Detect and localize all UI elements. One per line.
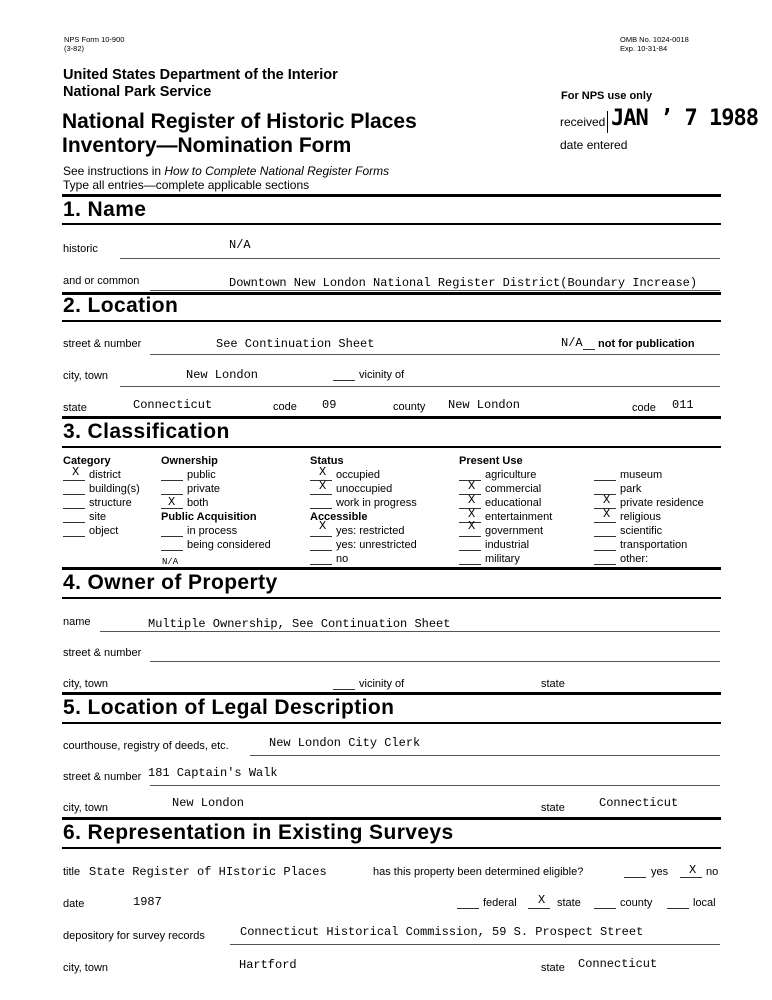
checkbox-blank <box>161 536 183 537</box>
legal-state-value: Connecticut <box>599 796 679 810</box>
historic-label: historic <box>63 243 98 255</box>
survey-title-value: State Register of HIstoric Places <box>89 865 327 879</box>
accessible-heading: Accessible <box>310 511 368 523</box>
use-item: park <box>620 483 642 495</box>
field-line <box>150 661 720 662</box>
checkbox-blank <box>310 508 332 509</box>
survey-city-label: city, town <box>63 962 109 974</box>
checkbox-blank <box>310 494 332 495</box>
status-item: work in progress <box>336 497 417 509</box>
use-item: entertainment <box>485 511 553 523</box>
field-blank <box>583 349 595 350</box>
nps-use-label: For NPS use only <box>561 90 653 102</box>
checkbox-blank <box>459 550 481 551</box>
field-line <box>150 290 720 291</box>
state-label: state <box>63 402 87 414</box>
field-blank <box>528 908 550 909</box>
street-label: street & number <box>63 338 142 350</box>
section-rule <box>62 416 721 419</box>
field-blank <box>333 689 355 690</box>
field-blank <box>680 877 702 878</box>
depository-label: depository for survey records <box>63 930 205 942</box>
acquisition-value: N/A <box>162 557 179 567</box>
city-label: city, town <box>63 370 109 382</box>
field-line <box>150 354 720 355</box>
form-revision: (3-82) <box>64 44 85 53</box>
county-code-label: code <box>632 402 656 414</box>
received-stamp: JAN ’ 7 1988 <box>611 106 758 131</box>
omb-number: OMB No. 1024-0018 <box>620 35 689 44</box>
county-survey-label: county <box>620 897 653 909</box>
use-item: religious <box>620 511 661 523</box>
legal-city-label: city, town <box>63 802 109 814</box>
checkbox-blank <box>63 480 85 481</box>
acquisition-item: in process <box>187 525 238 537</box>
checkbox-blank <box>594 536 616 537</box>
acquisition-item: being considered <box>187 539 271 551</box>
eligible-no-label: no <box>706 866 719 878</box>
section-rule <box>62 597 721 599</box>
section-rule <box>62 692 721 695</box>
city-value: New London <box>186 368 259 382</box>
vicinity-label: vicinity of <box>359 369 405 381</box>
status-unoccupied-mark: X <box>319 479 327 493</box>
form-title-line2: Inventory—Nomination Form <box>62 134 352 157</box>
code-label: code <box>273 401 297 413</box>
eligible-label: has this property been determined eligible? <box>373 866 584 878</box>
section-rule <box>62 194 721 197</box>
section-4-heading: 4. Owner of Property <box>63 571 278 594</box>
depository-value: Connecticut Historical Commission, 59 S. Prospect Street <box>240 925 644 939</box>
county-value: New London <box>448 398 521 412</box>
checkbox-blank <box>63 522 85 523</box>
ownership-heading: Ownership <box>161 455 218 467</box>
section-1-heading: 1. Name <box>63 198 147 221</box>
checkbox-blank <box>310 550 332 551</box>
section-3-heading: 3. Classification <box>63 420 230 443</box>
survey-city-value: Hartford <box>239 958 297 972</box>
form-title-line1: National Register of Historic Places <box>62 110 417 133</box>
checkbox-blank <box>63 536 85 537</box>
ownership-item: both <box>187 497 209 509</box>
use-educational-mark: X <box>468 493 476 507</box>
use-item: scientific <box>620 525 663 537</box>
section-6-heading: 6. Representation in Existing Surveys <box>63 821 454 844</box>
use-item: museum <box>620 469 663 481</box>
not-for-publication-label: not for publication <box>598 338 695 350</box>
checkbox-blank <box>594 480 616 481</box>
checkbox-blank <box>310 536 332 537</box>
present-use-heading: Present Use <box>459 455 523 467</box>
checkbox-blank <box>459 564 481 565</box>
legal-street-label: street & number <box>63 771 142 783</box>
eligible-yes-label: yes <box>651 866 669 878</box>
checkbox-blank <box>63 508 85 509</box>
category-item: site <box>89 511 107 523</box>
use-entertainment-mark: X <box>468 507 476 521</box>
historic-value: N/A <box>229 238 251 252</box>
courthouse-label: courthouse, registry of deeds, etc. <box>63 740 229 752</box>
owner-street-label: street & number <box>63 647 142 659</box>
status-occupied-mark: X <box>319 465 327 479</box>
field-blank <box>457 908 479 909</box>
common-name-label: and or common <box>63 275 140 287</box>
field-blank <box>667 908 689 909</box>
use-item: government <box>485 525 544 537</box>
form-number: NPS Form 10-900 <box>64 35 125 44</box>
field-line <box>120 386 720 387</box>
category-heading: Category <box>63 455 111 467</box>
owner-name-value: Multiple Ownership, See Continuation Sheet <box>148 617 451 631</box>
category-item: structure <box>89 497 132 509</box>
section-rule <box>62 847 721 849</box>
accessible-restricted-mark: X <box>319 519 327 533</box>
accessible-item: yes: restricted <box>336 525 405 537</box>
checkbox-blank <box>594 550 616 551</box>
not-for-publication-value: N/A <box>561 336 583 350</box>
federal-label: federal <box>483 897 517 909</box>
owner-state-label: state <box>541 678 565 690</box>
use-religious-mark: X <box>603 507 611 521</box>
category-item: district <box>89 469 121 481</box>
checkbox-blank <box>63 494 85 495</box>
accessible-item: yes: unrestricted <box>336 539 417 551</box>
state-survey-mark: X <box>538 893 546 907</box>
status-heading: Status <box>310 455 344 467</box>
legal-street-value: 181 Captain's Walk <box>148 766 278 780</box>
section-rule <box>62 817 721 820</box>
instructions-line1: See instructions in How to Complete National Register Forms <box>63 164 390 178</box>
section-rule <box>62 223 721 225</box>
accessible-item: no <box>336 553 349 565</box>
survey-title-label: title <box>63 866 81 878</box>
street-value: See Continuation Sheet <box>216 337 375 351</box>
service-name: National Park Service <box>63 84 212 100</box>
courthouse-value: New London City Clerk <box>269 736 421 750</box>
field-line <box>250 755 720 756</box>
use-item: other: <box>620 553 649 565</box>
field-line <box>120 258 720 259</box>
use-private-residence-mark: X <box>603 493 611 507</box>
field-line <box>150 785 720 786</box>
eligible-no-mark: X <box>689 863 697 877</box>
status-item: occupied <box>336 469 381 481</box>
stamp-bar <box>607 111 608 133</box>
use-item: agriculture <box>485 469 537 481</box>
category-item: building(s) <box>89 483 140 495</box>
survey-date-label: date <box>63 898 85 910</box>
use-commercial-mark: X <box>468 479 476 493</box>
county-code-value: 011 <box>672 398 694 412</box>
field-blank <box>594 908 616 909</box>
category-item: object <box>89 525 119 537</box>
section-5-heading: 5. Location of Legal Description <box>63 696 395 719</box>
state-value: Connecticut <box>133 398 213 412</box>
common-name-value: Downtown New London National Register District(Boundary Increase) <box>229 276 698 290</box>
use-item: private residence <box>620 497 704 509</box>
received-label: received <box>560 115 606 129</box>
status-item: unoccupied <box>336 483 393 495</box>
use-item: military <box>485 553 520 565</box>
ownership-both-mark: X <box>168 495 176 509</box>
section-rule <box>62 722 721 724</box>
county-label: county <box>393 401 426 413</box>
field-line <box>100 631 720 632</box>
use-government-mark: X <box>468 519 476 533</box>
use-item: transportation <box>620 539 688 551</box>
expiration-date: Exp. 10-31-84 <box>620 44 668 53</box>
owner-vicinity-label: vicinity of <box>359 678 405 690</box>
public-acquisition-heading: Public Acquisition <box>161 511 257 523</box>
checkbox-blank <box>161 550 183 551</box>
legal-state-label: state <box>541 802 565 814</box>
field-blank <box>624 877 646 878</box>
instructions-line2: Type all entries—complete applicable sections <box>63 178 310 192</box>
legal-city-value: New London <box>172 796 245 810</box>
checkbox-blank <box>310 564 332 565</box>
state-survey-label: state <box>557 897 581 909</box>
field-blank <box>333 380 355 381</box>
checkbox-blank <box>161 480 183 481</box>
survey-state-label: state <box>541 962 565 974</box>
category-district-mark: X <box>72 465 80 479</box>
section-2-heading: 2. Location <box>63 294 179 317</box>
field-line <box>230 944 720 945</box>
date-entered-label: date entered <box>560 138 628 152</box>
survey-state-value: Connecticut <box>578 957 658 971</box>
checkbox-blank <box>594 522 616 523</box>
survey-date-value: 1987 <box>133 895 162 909</box>
ownership-item: private <box>187 483 221 495</box>
department-name: United States Department of the Interior <box>63 67 338 83</box>
use-item: industrial <box>485 539 530 551</box>
owner-name-label: name <box>63 616 91 628</box>
local-survey-label: local <box>693 897 716 909</box>
use-item: commercial <box>485 483 542 495</box>
code-value: 09 <box>322 398 337 412</box>
checkbox-blank <box>594 564 616 565</box>
use-item: educational <box>485 497 542 509</box>
section-rule <box>62 320 721 322</box>
owner-city-label: city, town <box>63 678 109 690</box>
section-rule <box>62 567 721 570</box>
checkbox-blank <box>459 536 481 537</box>
ownership-item: public <box>187 469 216 481</box>
section-rule <box>62 446 721 448</box>
